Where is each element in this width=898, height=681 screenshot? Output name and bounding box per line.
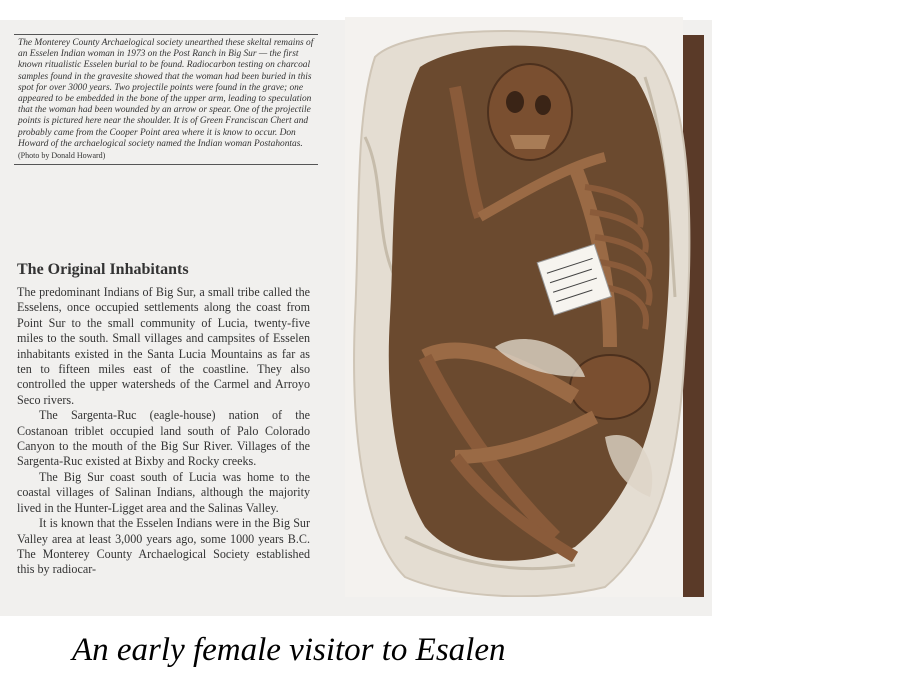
paragraph: The Big Sur coast south of Lucia was home to the coastal villages of Salinan Indians, although the majority lived in the Hunter-Ligget area and the Salinas Valley.: [17, 469, 310, 515]
paragraph: It is known that the Esselen Indians were in the Big Sur Valley area at least 3,000 years ago, some 1000 years B.C. The Monterey County Archaelogical Society established this by radiocar-: [17, 516, 310, 577]
burial-illustration: [345, 17, 704, 597]
caption-text: The Monterey County Archaelogical society unearthed these skeltal remains of an Esselen Indian woman in 1973 on the Post Ranch in Big Sur — the first known ritualistic Esselen burial to be found. Radiocarbon testing on charcoal samples found in the gravesite showed that the woman had been buried in this spot for over 3000 years. Two projectile points were found in the grave; one appeared to be embedded in the bone of the upper arm, leading to speculation that the woman had been wounded by an arrow or spear. One of the projectile points is pictured here near the shoulder. It is of Green Franciscan Chert and probably came from the Cooper Point area where it is know to occur. Don Howard of the archaelogical society named the Indian woman Postahontas.: [18, 38, 314, 149]
pelvis: [570, 355, 650, 419]
skeleton-burial-photo: [345, 17, 704, 597]
body-text: [17, 285, 310, 615]
photo-caption: [14, 34, 318, 165]
paragraph: The predominant Indians of Big Sur, a small tribe called the Esselens, once occupied settlements along the coast from Point Sur to the small community of Lucia, twenty-five miles to the south. Small villages and campsites of Esselen inhabitants existed in the Santa Lucia Mountains as far as ten to fifteen miles east of the coastline. They also controlled the upper watersheds of the Carmel and Arroyo Seco rivers.: [17, 285, 310, 407]
paragraph: The Sargenta-Ruc (eagle-house) nation of the Costanoan triblet occupied land south of Palo Colorado Canyon to the mouth of the Big Sur River. Villages of the Sargenta-Ruc existed at Bixby and Rocky creeks.: [17, 408, 310, 469]
section-heading: The Original Inhabitants: [17, 261, 189, 278]
photo-credit: (Photo by Donald Howard): [18, 151, 106, 161]
slide-caption: An early female visitor to Esalen: [72, 632, 506, 668]
